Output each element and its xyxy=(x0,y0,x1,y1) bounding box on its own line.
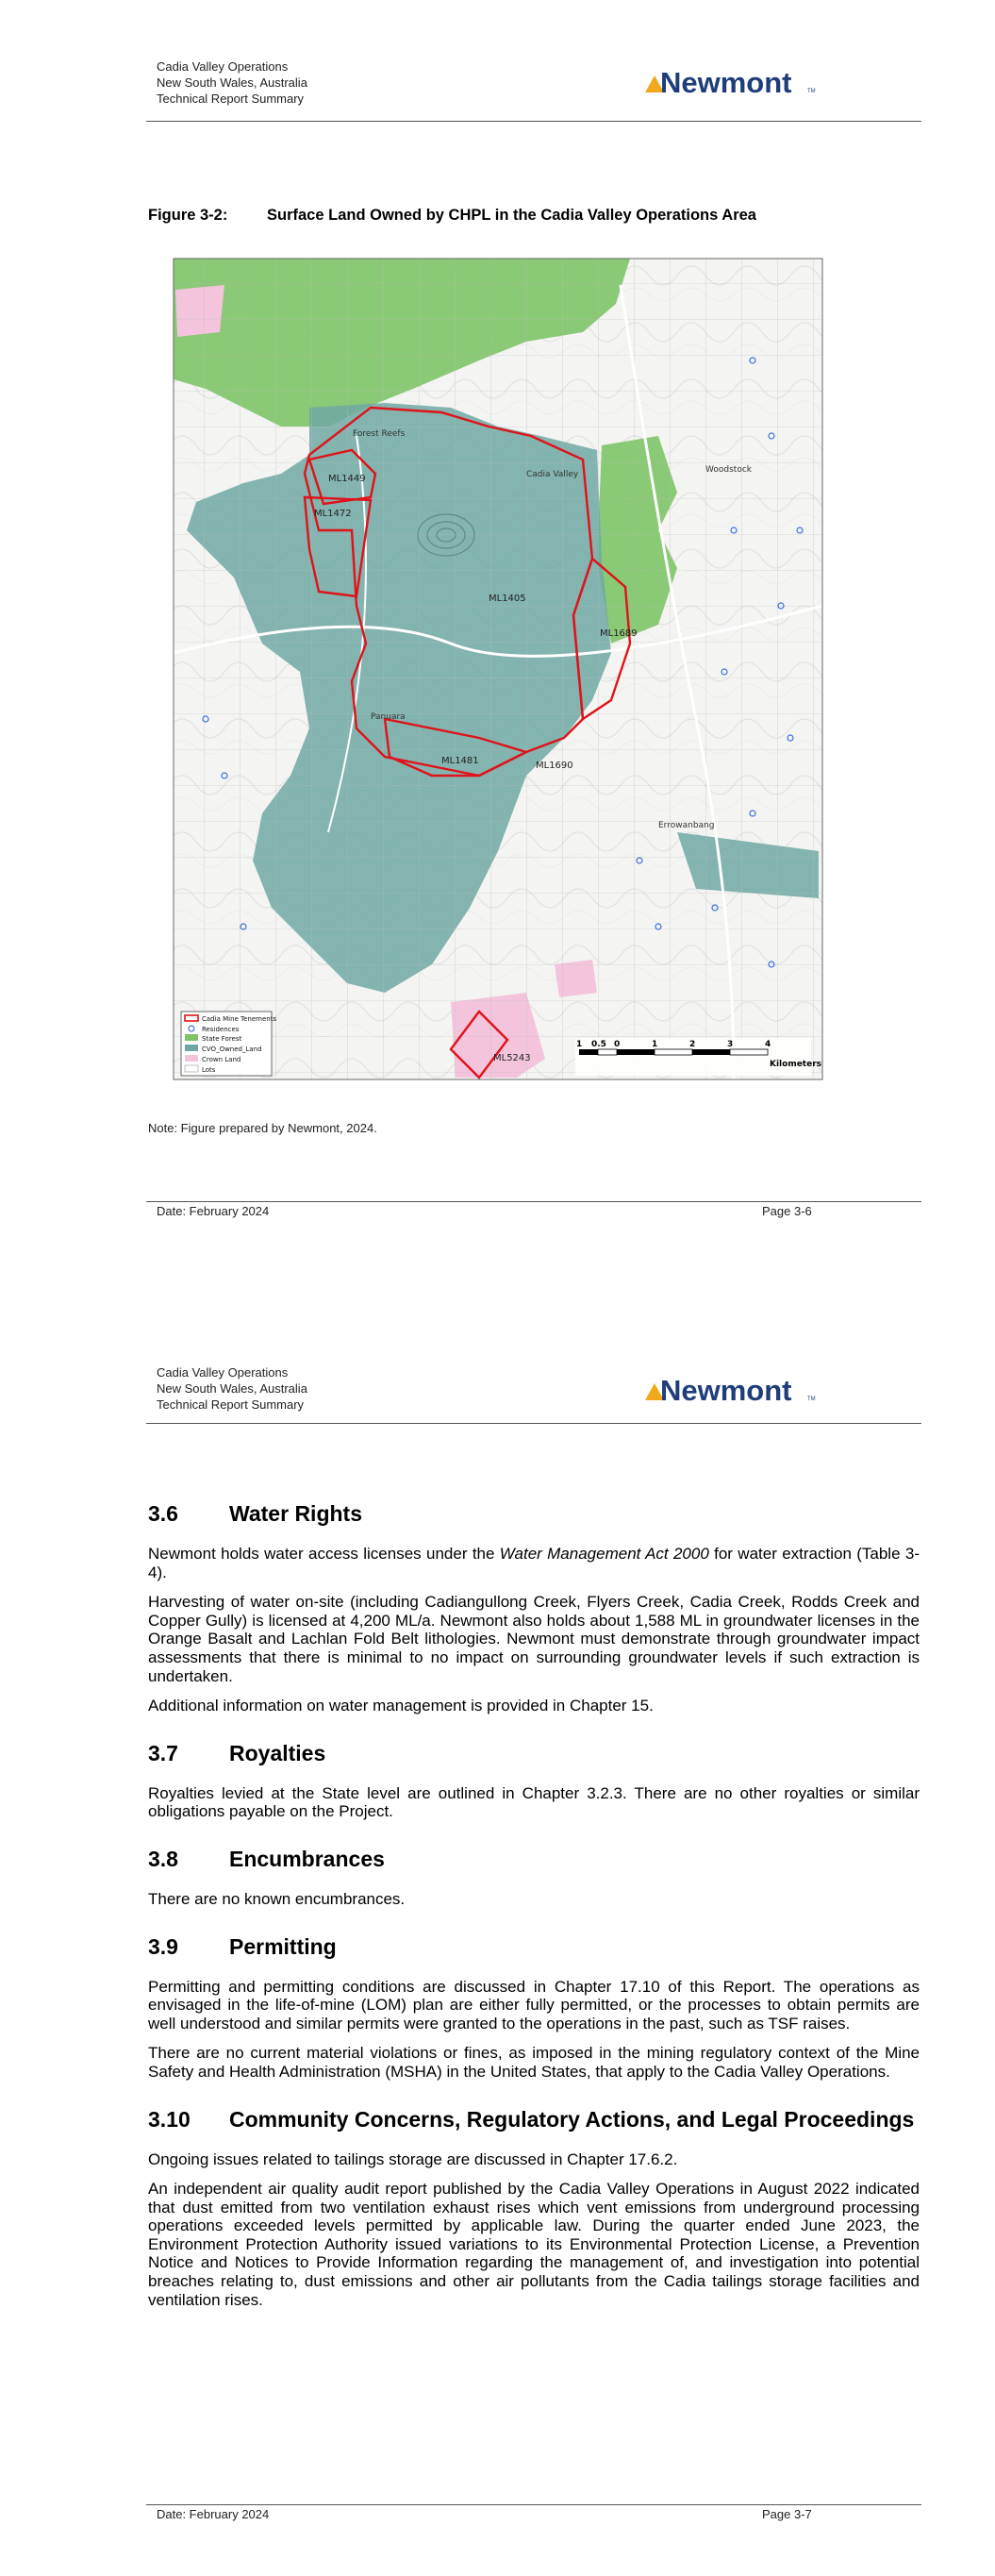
section-3-8-heading xyxy=(148,1846,920,1873)
paragraph: There are no current material violations or fines, as imposed in the mining regulatory context of the Mine Safety and Health Administration (MSHA) in the United States, that apply to the Cadia Valley Operations. xyxy=(148,2044,920,2081)
label-ml1405: ML1405 xyxy=(489,594,526,604)
figure-caption xyxy=(148,207,756,225)
label-ml1481: ML1481 xyxy=(441,756,479,766)
paragraph: Newmont holds water access licenses under the Water Management Act 2000 for water extraction (Table 3-4). xyxy=(148,1545,920,1581)
figure-number: Figure 3-2: xyxy=(148,207,228,224)
section-title: Encumbrances xyxy=(229,1846,385,1871)
scale-label-3: 3 xyxy=(727,1040,734,1049)
scale-label-0: 0 xyxy=(614,1040,621,1049)
label-ml1690: ML1690 xyxy=(536,761,573,771)
section-3-7-heading xyxy=(148,1740,920,1767)
header-line-3: Technical Report Summary xyxy=(157,92,305,106)
svg-text:TM: TM xyxy=(807,1397,816,1402)
label-ml5243: ML5243 xyxy=(493,1053,531,1063)
footer-rule xyxy=(146,1201,921,1202)
label-ml1689: ML1689 xyxy=(600,628,638,639)
scale-label-2: 2 xyxy=(689,1040,696,1049)
label-ml1472: ML1472 xyxy=(314,509,352,519)
newmont-logo xyxy=(641,62,821,100)
section-title: Royalties xyxy=(229,1740,326,1765)
paragraph: Additional information on water management is provided in Chapter 15. xyxy=(148,1697,654,1715)
section-title: Permitting xyxy=(229,1933,337,1959)
paragraph: Harvesting of water on-site (including Cadiangullong Creek, Flyers Creek, Cadia Creek, Rodds Creek and Copper Gully) is licensed at 4,200 ML/a. Newmont also holds about 1,588 ML in groundwater licenses in the Orange Basalt and Lachlan Fold Belt lithologies. Newmont must demonstrate through groundwater impact assessments that there is minimal to no impact on surrounding groundwater levels if such extraction is undertaken. xyxy=(148,1593,920,1685)
svg-text:TM: TM xyxy=(807,89,816,94)
scale-unit: Kilometers xyxy=(770,1060,822,1069)
place-panuara: Panuara xyxy=(371,712,406,722)
report-body xyxy=(148,1500,920,2320)
header-line-2: New South Wales, Australia xyxy=(157,75,307,90)
place-woodstock: Woodstock xyxy=(705,465,752,475)
report-header xyxy=(157,1364,307,1413)
svg-text:Newmont: Newmont xyxy=(660,1374,792,1407)
place-cadia-valley: Cadia Valley xyxy=(526,470,579,479)
paragraph: An independent air quality audit report published by the Cadia Valley Operations in August 2022 indicated that dust emitted from two ventilation exhaust rises which vent emissions from underground processing operations exceeded levels permitted by applicable law. During the quarter ended June 2023, the Environment Protection Authority issued variations to its Environmental Protection License, a Prevention Notice and Notices to Provide Information regarding the management of, and investigation into potential breaches relating to, dust emissions and other air pollutants from the Cadia tailings storage facilities and ventilation rises. xyxy=(148,2180,920,2309)
paragraph: Permitting and permitting conditions are discussed in Chapter 17.10 of this Report. The operations as envisaged in the life-of-mine (LOM) plan are either fully permitted, or the processes to obtain permits are well understood and similar permits were granted to the operations in the past, such as TSF raises. xyxy=(148,1977,920,2032)
figure-note: Note: Figure prepared by Newmont, 2024. xyxy=(148,1121,377,1135)
section-title: Community Concerns, Regulatory Actions, and Legal Proceedings xyxy=(229,2106,915,2132)
section-number: 3.10 xyxy=(148,2106,191,2132)
legend-residences: Residences xyxy=(202,1026,240,1033)
land-ownership-map xyxy=(168,247,828,1101)
scale-label-1: 1 xyxy=(652,1040,658,1049)
map-legend xyxy=(181,1012,276,1076)
scale-bar xyxy=(575,1038,821,1076)
header-line-3: Technical Report Summary xyxy=(157,1397,305,1412)
section-number: 3.6 xyxy=(148,1501,178,1526)
legend-lots: Lots xyxy=(202,1066,216,1074)
footer-rule xyxy=(146,2504,921,2505)
header-line-1: Cadia Valley Operations xyxy=(157,1365,289,1380)
header-line-1: Cadia Valley Operations xyxy=(157,59,289,74)
scale-label-0-5: 0.5 xyxy=(591,1040,606,1049)
legend-cvo-owned: CVO_Owned_Land xyxy=(202,1045,262,1053)
section-number: 3.9 xyxy=(148,1933,178,1959)
legend-state-forest: State Forest xyxy=(202,1035,242,1043)
place-errowanbang: Errowanbang xyxy=(658,821,715,830)
section-title: Water Rights xyxy=(229,1501,362,1526)
section-number: 3.8 xyxy=(148,1846,178,1871)
label-ml1449: ML1449 xyxy=(328,474,366,484)
svg-text:Newmont: Newmont xyxy=(660,66,792,99)
section-3-6-heading xyxy=(148,1500,920,1528)
report-header xyxy=(157,59,307,107)
header-rule xyxy=(146,1423,921,1424)
paragraph: Royalties levied at the State level are outlined in Chapter 3.2.3. There are no other royalties or similar obligations payable on the Project. xyxy=(148,1783,920,1821)
header-line-2: New South Wales, Australia xyxy=(157,1381,307,1396)
page-3-7 xyxy=(0,1302,995,2576)
paragraph: There are no known encumbrances. xyxy=(148,1889,406,1908)
paragraph: Ongoing issues related to tailings storage are discussed in Chapter 17.6.2. xyxy=(148,2149,678,2168)
legend-tenements: Cadia Mine Tenements xyxy=(202,1015,277,1023)
place-forest-reefs: Forest Reefs xyxy=(353,429,406,439)
newmont-logo xyxy=(641,1370,821,1408)
legend-crown-land: Crown Land xyxy=(202,1056,241,1063)
section-3-9-heading xyxy=(148,1933,920,1961)
section-number: 3.7 xyxy=(148,1740,178,1765)
footer-page-number: Page 3-7 xyxy=(762,2507,812,2521)
scale-label-4: 4 xyxy=(765,1040,771,1049)
header-rule xyxy=(146,121,921,122)
section-3-10-heading xyxy=(148,2106,920,2133)
figure-title: Surface Land Owned by CHPL in the Cadia Valley Operations Area xyxy=(267,207,756,224)
footer-date: Date: February 2024 xyxy=(157,1204,270,1218)
footer-page-number: Page 3-6 xyxy=(762,1204,812,1218)
footer-date: Date: February 2024 xyxy=(157,2507,270,2521)
scale-label-1a: 1 xyxy=(576,1040,583,1049)
